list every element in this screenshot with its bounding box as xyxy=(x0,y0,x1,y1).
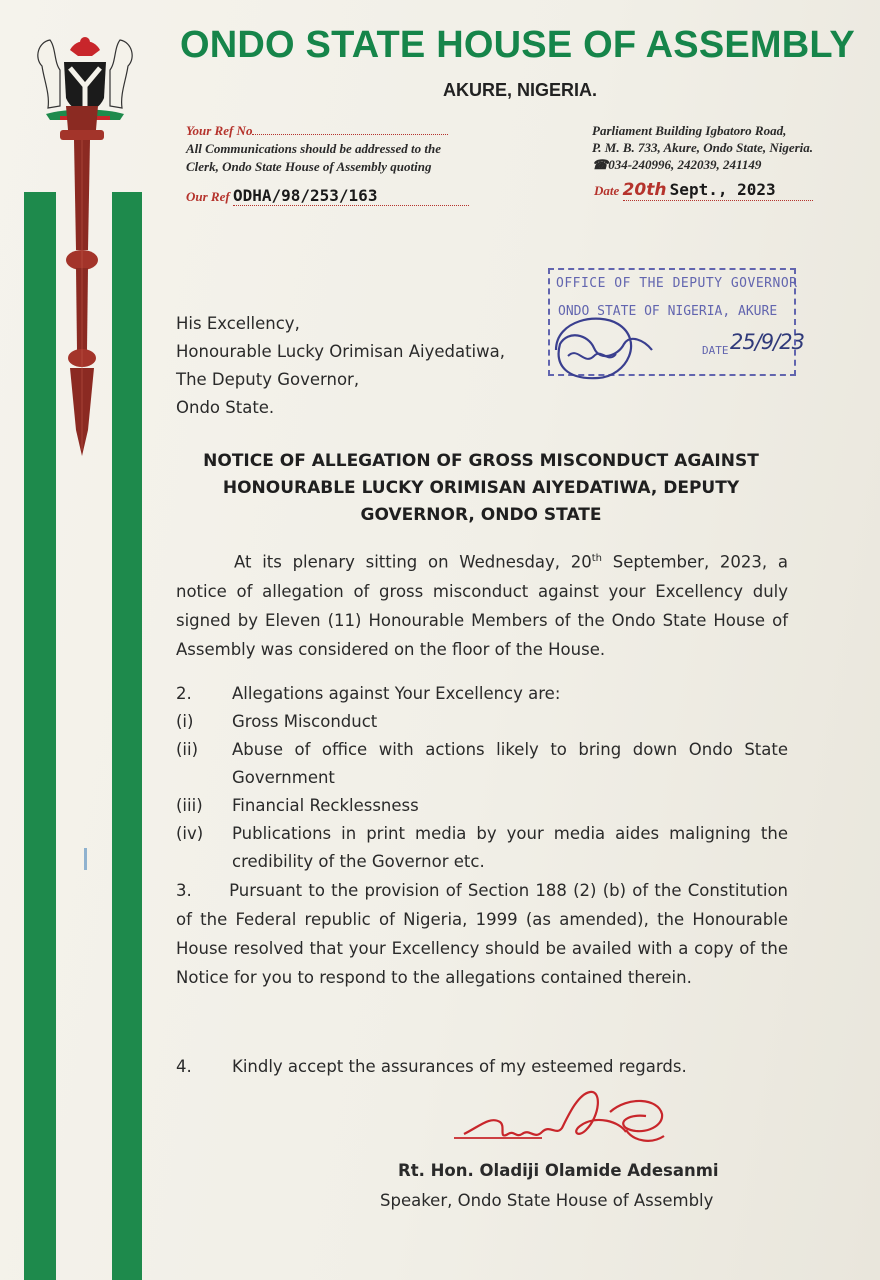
addressee-line-3: The Deputy Governor, xyxy=(176,370,360,389)
our-ref-line xyxy=(186,186,486,206)
our-ref-label: Our Ref xyxy=(186,189,230,204)
date-value: Sept., 2023 xyxy=(669,180,776,199)
paragraph-3-text: Pursuant to the provision of Section 188 (2) (b) of the Constitution of the Federal republic of Nigeria, 1999 (as amended), the Honourable House resolved that your Excellency should be availed with a copy of the Notice for you to respond to the allegations contained therein. xyxy=(176,881,788,987)
list-item xyxy=(176,736,788,792)
allegations-section xyxy=(176,680,788,876)
your-ref-dotted-line xyxy=(252,134,448,135)
address-line-1: Parliament Building Igbatoro Road, xyxy=(592,123,787,138)
letterhead-title: ONDO STATE HOUSE OF ASSEMBLY xyxy=(180,24,855,66)
paragraph-1-part-b: September, 2023, a notice of allegation of gross misconduct against your Excellency duly signed by Eleven (11) Honourable Members of the Ondo State House of Assembly was considered on the floor of the House. xyxy=(176,552,789,659)
list-item xyxy=(176,792,788,820)
stamp-date-handwritten: 25/9/23 xyxy=(730,330,804,354)
stamp-line-1: OFFICE OF THE DEPUTY GOVERNOR xyxy=(556,276,798,291)
paragraph-1-superscript: th xyxy=(591,553,603,564)
date-label: Date xyxy=(594,183,620,198)
mace-icon xyxy=(52,100,112,462)
signer-block xyxy=(380,1156,740,1216)
paragraph-3 xyxy=(176,876,788,992)
paragraph-number: 3. xyxy=(176,881,192,900)
date-line xyxy=(594,180,834,201)
stamp-line-2: ONDO STATE OF NIGERIA, AKURE xyxy=(558,304,778,319)
letterhead-subtitle: AKURE, NIGERIA. xyxy=(442,80,597,100)
heading-line-2: HONOURABLE LUCKY ORIMISAN AIYEDATIWA, DEPUTY xyxy=(222,478,740,498)
paragraph-2 xyxy=(176,680,788,708)
addressee-line-4: Ondo State. xyxy=(176,398,275,417)
list-item-number: (iii) xyxy=(176,796,203,815)
list-item xyxy=(176,820,788,876)
your-ref-label: Your Ref No xyxy=(186,123,253,138)
heading-line-3: GOVERNOR, ONDO STATE xyxy=(360,505,602,525)
list-item-number: (ii) xyxy=(176,740,199,759)
list-item-number: (iv) xyxy=(176,824,204,843)
list-item xyxy=(176,708,788,736)
notice-heading xyxy=(176,448,786,529)
stamp-date-label: DATE xyxy=(702,344,729,357)
speaker-signature xyxy=(450,1086,680,1164)
communications-note-1: All Communications should be addressed to the xyxy=(186,141,441,156)
reference-block xyxy=(186,122,506,176)
signer-name: Rt. Hon. Oladiji Olamide Adesanmi xyxy=(398,1161,719,1180)
addressee-line-2: Honourable Lucky Orimisan Aiyedatiwa, xyxy=(176,342,505,361)
list-item-text: Publications in print media by your media aides maligning the credibility of the Governor etc. xyxy=(232,824,788,871)
stamp-signature-scribble xyxy=(548,300,658,390)
date-field xyxy=(623,180,813,201)
paragraph-2-text: Allegations against Your Excellency are: xyxy=(232,684,561,703)
addressee-line-1: His Excellency, xyxy=(176,314,300,333)
our-ref-value: ODHA/98/253/163 xyxy=(232,186,378,205)
address-line-2: P. M. B. 733, Akure, Ondo State, Nigeria. xyxy=(592,140,814,155)
green-band-right xyxy=(112,192,142,1280)
paragraph-1 xyxy=(176,544,788,664)
address-block xyxy=(592,122,862,173)
signer-title: Speaker, Ondo State House of Assembly xyxy=(380,1191,714,1210)
paragraph-1-part-a: At its plenary sitting on Wednesday, 20 xyxy=(234,552,592,572)
phone-icon: ☎ xyxy=(592,157,609,172)
phone-number: 034-240996, 242039, 241149 xyxy=(608,157,762,172)
date-day-handwritten: 20th xyxy=(622,180,667,200)
heading-line-1: NOTICE OF ALLEGATION OF GROSS MISCONDUCT AGAINST xyxy=(203,451,759,471)
list-item-text: Financial Recklessness xyxy=(232,796,419,815)
paragraph-4 xyxy=(176,1052,788,1081)
paragraph-4-text: Kindly accept the assurances of my esteemed regards. xyxy=(232,1057,687,1076)
communications-note-2: Clerk, Ondo State House of Assembly quoting xyxy=(186,159,432,174)
addressee-block xyxy=(176,310,505,422)
list-item-text: Gross Misconduct xyxy=(232,712,378,731)
list-item-text: Abuse of office with actions likely to bring down Ondo State Government xyxy=(232,740,788,787)
paragraph-number: 4. xyxy=(176,1057,192,1076)
blue-mark xyxy=(84,848,87,870)
list-item-number: (i) xyxy=(176,712,194,731)
our-ref-field xyxy=(233,186,469,206)
paragraph-number: 2. xyxy=(176,684,192,703)
